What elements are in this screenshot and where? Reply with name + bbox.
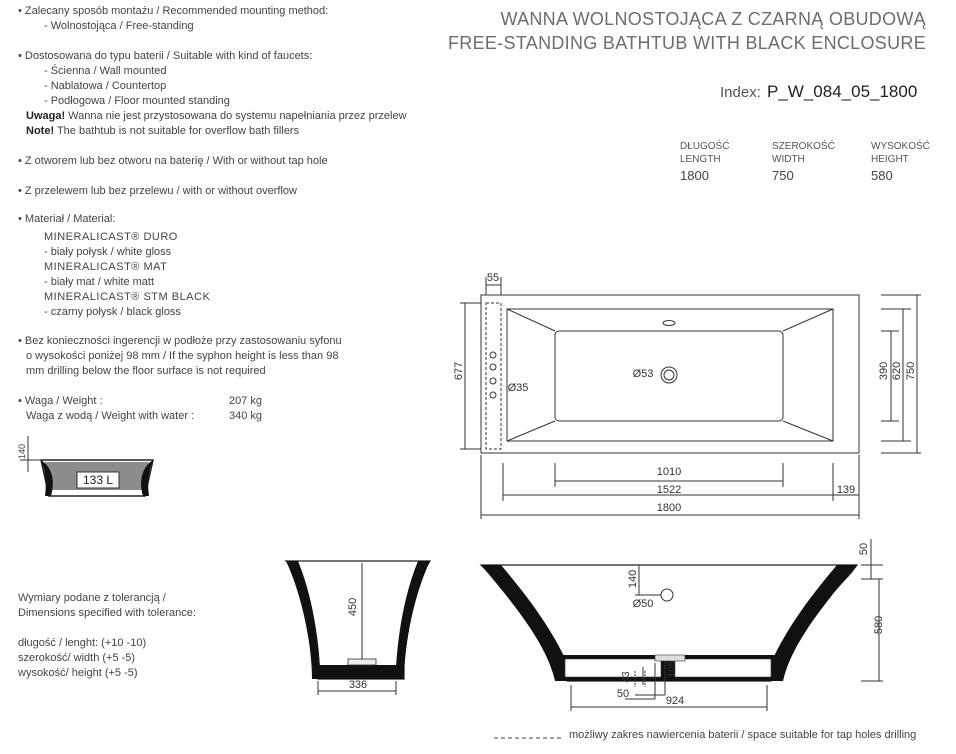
front-dim-43: 43 xyxy=(621,671,632,683)
dim-height-pl: WYSOKOŚĆ xyxy=(871,141,930,152)
material-duro-desc: - biały połysk / white gloss xyxy=(44,246,172,258)
material-title: • Materiał / Material: xyxy=(18,213,116,225)
faucet-wall: - Ścienna / Wall mounted xyxy=(44,65,167,77)
faucet-floor: - Podłogowa / Floor mounted standing xyxy=(44,95,230,107)
tap-hole-note: • Z otworem lub bez otworu na baterię / With or without tap hole xyxy=(18,155,328,167)
weight-label: • Waga / Weight : xyxy=(18,395,103,407)
weight-water-value: 340 kg xyxy=(229,410,263,422)
dim-width-pl: SZEROKOŚĆ xyxy=(772,141,835,152)
overflow-note: • Z przelewem lub bez przelewu / with or without overflow xyxy=(18,185,297,197)
front-view-drawing xyxy=(475,535,905,705)
top-view-drawing xyxy=(455,265,930,535)
weight-value: 207 kg xyxy=(229,395,263,407)
top-dim-1010: 1010 xyxy=(656,466,682,478)
side-view-drawing xyxy=(278,555,448,705)
front-dim-105: 105 xyxy=(667,660,678,678)
material-mat: MINERALICAST® MAT xyxy=(44,261,168,273)
faucet-countertop: - Nablatowa / Countertop xyxy=(44,80,167,92)
dim-length-value: 1800 xyxy=(680,168,709,183)
front-dim-50-top: 50 xyxy=(858,542,870,556)
front-dim-140: 140 xyxy=(627,569,639,589)
tolerance-width: szerokość/ width (+5 -5) xyxy=(18,652,136,664)
tolerance-title-pl: Wymiary podane z tolerancją / xyxy=(18,592,166,604)
dim-height-en: HEIGHT xyxy=(871,154,909,165)
top-dim-55: 55 xyxy=(486,272,500,284)
warning-pl xyxy=(26,109,407,124)
top-dim-620: 620 xyxy=(891,361,903,381)
front-dim-50: 50 xyxy=(616,688,630,700)
dim-height-value: 580 xyxy=(871,168,893,183)
top-dim-35: Ø35 xyxy=(507,382,529,394)
side-dim-336: 336 xyxy=(348,679,368,691)
top-dim-677: 677 xyxy=(453,361,465,381)
material-duro: MINERALICAST® DURO xyxy=(44,231,178,243)
dim-width-value: 750 xyxy=(772,168,794,183)
volume-drawing xyxy=(15,432,175,502)
volume-value: 133 L xyxy=(82,473,114,487)
material-stm-desc: - czarny połysk / black gloss xyxy=(44,306,181,318)
top-dim-750: 750 xyxy=(905,361,917,381)
index-label: Index: xyxy=(720,84,761,101)
top-dim-139: 139 xyxy=(836,484,856,496)
tolerance-length: długość / lenght: (+10 -10) xyxy=(18,637,147,649)
warning-pl-text: Wanna nie jest przystosowana do systemu napełniania przez przelew xyxy=(65,110,407,122)
footer-dashed-line xyxy=(494,735,564,741)
volume-depth-label: 140 xyxy=(17,444,27,460)
front-dim-580: 580 xyxy=(873,615,885,635)
front-dim-924: 924 xyxy=(665,695,685,707)
dim-width-en: WIDTH xyxy=(772,154,805,165)
weight-water-label: Waga z wodą / Weight with water : xyxy=(26,410,195,422)
warning-pl-bold: Uwaga! xyxy=(26,110,66,122)
warning-en-bold: Note! xyxy=(26,125,55,137)
siphon-line-3: mm drilling below the floor surface is not required xyxy=(26,365,266,377)
top-dim-1800: 1800 xyxy=(656,502,682,514)
mounting-item: - Wolnostojąca / Free-standing xyxy=(44,20,194,32)
mounting-title: • Zalecany sposób montażu / Recommended mounting method: xyxy=(18,5,329,17)
dim-length-en: LENGTH xyxy=(680,154,721,165)
faucets-title: • Dostosowana do typu baterii / Suitable with kind of faucets: xyxy=(18,50,313,62)
index-value: P_W_084_05_1800 xyxy=(767,82,918,101)
top-dim-1522: 1522 xyxy=(656,484,682,496)
top-dim-53: Ø53 xyxy=(632,368,654,380)
material-stm: MINERALICAST® STM BLACK xyxy=(44,291,211,303)
tolerance-height: wysokość/ height (+5 -5) xyxy=(18,667,138,679)
side-dim-450: 450 xyxy=(347,597,359,617)
warning-en-text: The bathtub is not suitable for overflow bath fillers xyxy=(54,125,300,137)
siphon-line-1: • Bez konieczności ingerencji w podłoże przy zastosowaniu syfonu xyxy=(18,335,342,347)
material-mat-desc: - biały mat / white matt xyxy=(44,276,155,288)
siphon-line-2: o wysokości poniżej 98 mm / If the syphon height is less than 98 xyxy=(26,350,339,362)
title-line-2: FREE-STANDING BATHTUB WITH BLACK ENCLOSURE xyxy=(448,33,926,53)
front-dim-hole-50: Ø50 xyxy=(632,598,654,610)
dim-length-pl: DŁUGOŚĆ xyxy=(680,141,730,152)
warning-en xyxy=(26,124,299,139)
top-dim-390: 390 xyxy=(878,361,890,381)
tolerance-title-en: Dimensions specified with tolerance: xyxy=(18,607,196,619)
footer-note: możliwy zakres nawiercenia baterii / space suitable for tap holes drilling xyxy=(569,729,917,741)
title-line-1: WANNA WOLNOSTOJĄCA Z CZARNĄ OBUDOWĄ xyxy=(500,9,926,29)
